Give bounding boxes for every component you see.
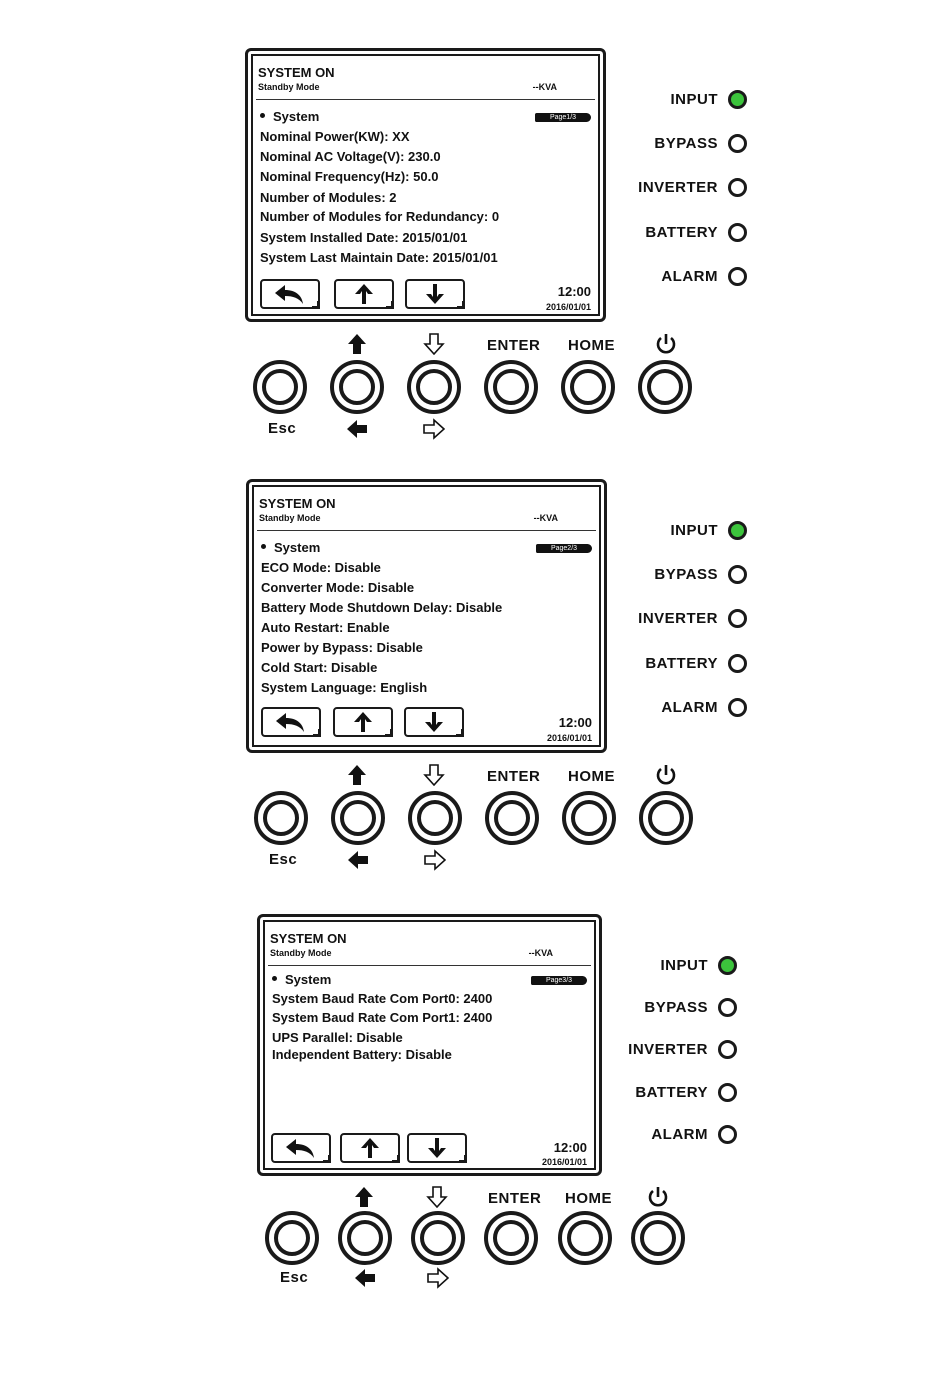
esc-button[interactable]: [265, 1211, 319, 1265]
status-title: SYSTEM ON: [259, 496, 336, 511]
indicator-inverter: [608, 1040, 737, 1059]
indicator-label: INPUT: [670, 522, 718, 539]
down-softkey[interactable]: [404, 707, 464, 737]
up-softkey[interactable]: [334, 279, 394, 309]
back-arrow-icon: [273, 283, 307, 305]
bypass-led-icon: [728, 565, 747, 584]
home-label: HOME: [568, 768, 615, 785]
indicator-label: BATTERY: [645, 655, 718, 672]
up-left-button[interactable]: [331, 791, 385, 845]
kva-readout: --KVA: [528, 948, 553, 958]
indicator-label: INVERTER: [638, 179, 718, 196]
header-divider: [268, 965, 591, 966]
info-line: Independent Battery: Disable: [272, 1047, 452, 1062]
alarm-led-icon: [718, 1125, 737, 1144]
down-right-button[interactable]: [408, 791, 462, 845]
indicator-bypass: [608, 998, 737, 1017]
info-line: Auto Restart: Enable: [261, 620, 390, 635]
home-label: HOME: [565, 1190, 612, 1207]
indicator-label: ALARM: [661, 699, 718, 716]
indicator-battery: [618, 223, 747, 242]
indicator-alarm: [618, 267, 747, 286]
panel-1: [0, 0, 950, 440]
up-solid-arrow-icon: [346, 764, 368, 786]
back-arrow-icon: [284, 1137, 318, 1159]
indicator-alarm: [608, 1125, 737, 1144]
down-softkey[interactable]: [405, 279, 465, 309]
mode-label: Standby Mode: [258, 82, 320, 92]
down-right-button[interactable]: [407, 360, 461, 414]
info-line: System Baud Rate Com Port0: 2400: [272, 991, 493, 1006]
down-softkey[interactable]: [407, 1133, 467, 1163]
section-label: System: [274, 540, 321, 555]
indicator-label: BYPASS: [654, 135, 718, 152]
panel-3: [0, 866, 950, 1306]
bypass-led-icon: [718, 998, 737, 1017]
down-outline-arrow-icon: [426, 1186, 448, 1208]
clock-date: 2016/01/01: [545, 302, 591, 312]
inverter-led-icon: [718, 1040, 737, 1059]
battery-led-icon: [728, 223, 747, 242]
clock-time: 12:00: [553, 1140, 587, 1155]
alarm-led-icon: [728, 267, 747, 286]
up-solid-arrow-icon: [346, 333, 368, 355]
input-led-icon: [728, 90, 747, 109]
page-indicator: Page3/3: [531, 976, 587, 985]
esc-button[interactable]: [254, 791, 308, 845]
clock-date: 2016/01/01: [546, 733, 592, 743]
indicator-label: INVERTER: [638, 610, 718, 627]
back-softkey[interactable]: [271, 1133, 331, 1163]
mode-label: Standby Mode: [259, 513, 321, 523]
section-label: System: [273, 109, 320, 124]
enter-label: ENTER: [488, 1190, 542, 1207]
left-solid-arrow-icon: [354, 1267, 376, 1289]
input-led-icon: [718, 956, 737, 975]
enter-button[interactable]: [485, 791, 539, 845]
lcd-screen-3: [257, 914, 602, 1176]
esc-label: Esc: [280, 1269, 309, 1286]
enter-label: ENTER: [487, 768, 541, 785]
down-outline-arrow-icon: [423, 764, 445, 786]
indicator-label: BATTERY: [635, 1084, 708, 1101]
indicator-label: INVERTER: [628, 1041, 708, 1058]
indicator-inverter: [618, 609, 747, 628]
kva-readout: --KVA: [533, 513, 558, 523]
section-heading: [272, 972, 331, 987]
down-arrow-icon: [426, 1137, 448, 1159]
page-indicator: Page1/3: [535, 113, 591, 122]
bypass-led-icon: [728, 134, 747, 153]
enter-button[interactable]: [484, 360, 538, 414]
enter-label: ENTER: [487, 337, 541, 354]
info-line: ECO Mode: Disable: [261, 560, 381, 575]
esc-label: Esc: [269, 851, 298, 868]
up-arrow-icon: [352, 711, 374, 733]
info-line: Converter Mode: Disable: [261, 580, 415, 595]
power-icon: [654, 332, 678, 356]
info-line: Nominal Frequency(Hz): 50.0: [260, 169, 439, 184]
bullet-icon: [261, 544, 266, 549]
inverter-led-icon: [728, 178, 747, 197]
info-line: Nominal AC Voltage(V): 230.0: [260, 149, 441, 164]
down-arrow-icon: [423, 711, 445, 733]
indicator-input: [608, 956, 737, 975]
clock-time: 12:00: [557, 284, 591, 299]
indicator-label: ALARM: [661, 268, 718, 285]
indicator-label: INPUT: [670, 91, 718, 108]
esc-button[interactable]: [253, 360, 307, 414]
page-indicator: Page2/3: [536, 544, 592, 553]
up-left-button[interactable]: [330, 360, 384, 414]
header-divider: [257, 530, 596, 531]
mode-label: Standby Mode: [270, 948, 332, 958]
alarm-led-icon: [728, 698, 747, 717]
home-button[interactable]: [562, 791, 616, 845]
indicator-label: BATTERY: [645, 224, 718, 241]
bullet-icon: [272, 976, 277, 981]
inverter-led-icon: [728, 609, 747, 628]
up-solid-arrow-icon: [353, 1186, 375, 1208]
info-line: Number of Modules: 2: [260, 190, 397, 205]
power-button[interactable]: [638, 360, 692, 414]
panel-2: [0, 431, 950, 871]
esc-label: Esc: [268, 420, 297, 437]
info-line: Cold Start: Disable: [261, 660, 378, 675]
section-heading: [260, 109, 319, 124]
input-led-icon: [728, 521, 747, 540]
up-arrow-icon: [359, 1137, 381, 1159]
info-line: System Baud Rate Com Port1: 2400: [272, 1010, 493, 1025]
down-arrow-icon: [424, 283, 446, 305]
indicator-input: [618, 521, 747, 540]
clock-time: 12:00: [558, 715, 592, 730]
battery-led-icon: [718, 1083, 737, 1102]
power-button[interactable]: [631, 1211, 685, 1265]
battery-led-icon: [728, 654, 747, 673]
home-button[interactable]: [558, 1211, 612, 1265]
info-line: System Last Maintain Date: 2015/01/01: [260, 250, 498, 265]
indicator-bypass: [618, 565, 747, 584]
status-title: SYSTEM ON: [270, 931, 347, 946]
status-title: SYSTEM ON: [258, 65, 335, 80]
indicator-battery: [618, 654, 747, 673]
info-line: System Language: English: [261, 680, 428, 695]
info-line: UPS Parallel: Disable: [272, 1030, 403, 1045]
section-label: System: [285, 972, 332, 987]
kva-readout: --KVA: [532, 82, 557, 92]
back-arrow-icon: [274, 711, 308, 733]
info-line: Power by Bypass: Disable: [261, 640, 423, 655]
info-line: Battery Mode Shutdown Delay: Disable: [261, 600, 503, 615]
back-softkey[interactable]: [260, 279, 320, 309]
info-line: System Installed Date: 2015/01/01: [260, 230, 468, 245]
down-outline-arrow-icon: [423, 333, 445, 355]
info-line: Nominal Power(KW): XX: [260, 129, 410, 144]
up-softkey[interactable]: [340, 1133, 400, 1163]
power-icon: [654, 763, 678, 787]
indicator-label: BYPASS: [644, 999, 708, 1016]
right-outline-arrow-icon: [427, 1267, 449, 1289]
home-button[interactable]: [561, 360, 615, 414]
power-icon: [646, 1185, 670, 1209]
up-arrow-icon: [353, 283, 375, 305]
info-line: Number of Modules for Redundancy: 0: [260, 209, 500, 224]
indicator-bypass: [618, 134, 747, 153]
up-softkey[interactable]: [333, 707, 393, 737]
lcd-screen-2: [246, 479, 607, 753]
enter-button[interactable]: [484, 1211, 538, 1265]
indicator-alarm: [618, 698, 747, 717]
home-label: HOME: [568, 337, 615, 354]
power-button[interactable]: [639, 791, 693, 845]
section-heading: [261, 540, 320, 555]
back-softkey[interactable]: [261, 707, 321, 737]
bullet-icon: [260, 113, 265, 118]
indicator-label: INPUT: [660, 957, 708, 974]
indicator-input: [618, 90, 747, 109]
indicator-label: ALARM: [651, 1126, 708, 1143]
indicator-label: BYPASS: [654, 566, 718, 583]
clock-date: 2016/01/01: [541, 1157, 587, 1167]
lcd-screen-1: [245, 48, 606, 322]
header-divider: [256, 99, 595, 100]
up-left-button[interactable]: [338, 1211, 392, 1265]
down-right-button[interactable]: [411, 1211, 465, 1265]
indicator-battery: [608, 1083, 737, 1102]
indicator-inverter: [618, 178, 747, 197]
